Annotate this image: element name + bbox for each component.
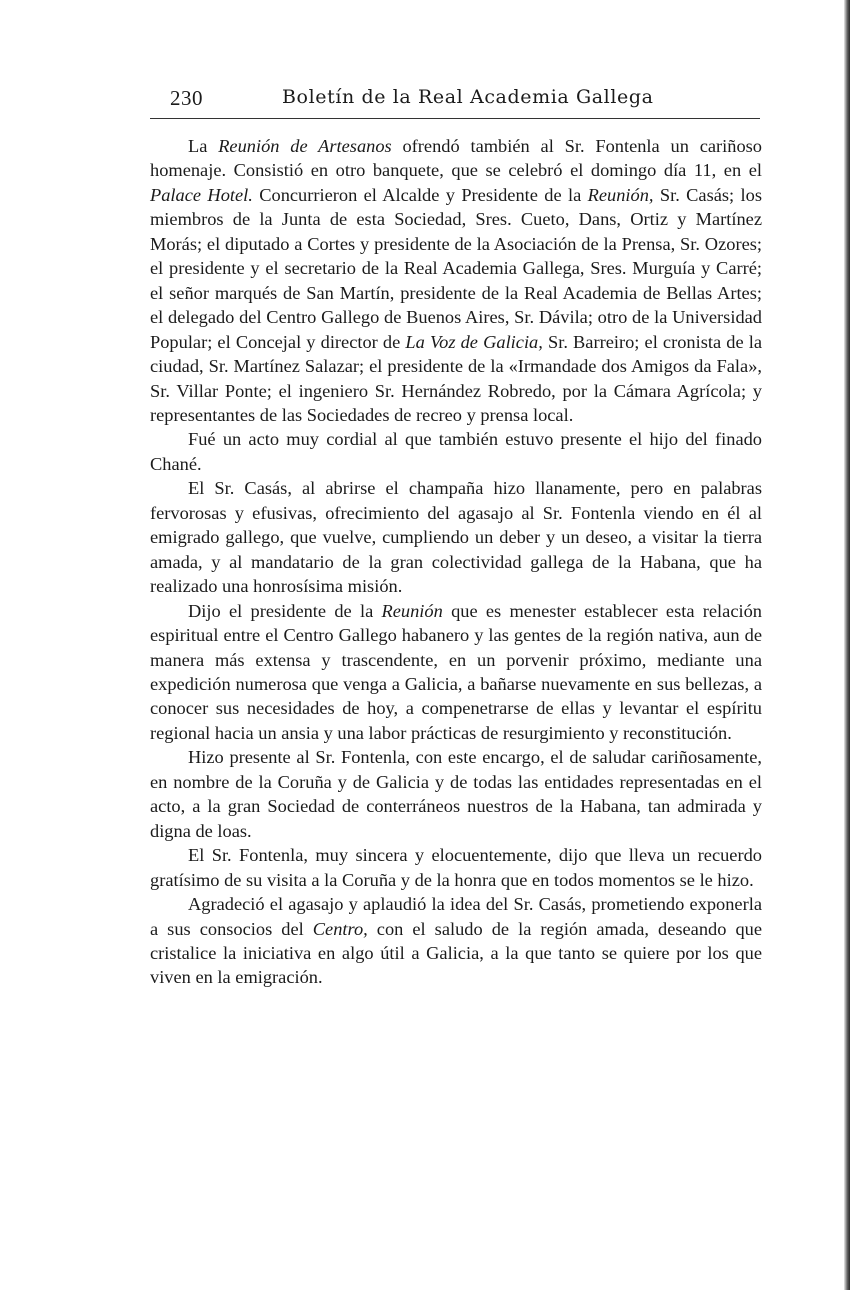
italic-text: Reunión, bbox=[587, 184, 654, 205]
italic-text: Reunión bbox=[381, 600, 443, 621]
text-run: El Sr. Fontenla, muy sincera y elocuentemente, dijo que lleva un recuerdo gratísimo de su visita a la Coruña y de la honra que en todos momentos se le hizo. bbox=[150, 845, 762, 890]
text-run: Sr. Casás; los miembros de la Junta de esta Sociedad, Sres. Cueto, Dans, Ortiz y Martínez Morás; el diputado a Cortes y presidente de la Asociación de la Prensa, Sr. Ozores; el presidente y el secretario de la Real Academia Gallega, Sres. Murguía y Carré; el señor marqués de San Martín, presidente de la Real Academia de Bellas Artes; el delegado del Centro Gallego de Buenos Aires, Sr. Dávila; otro de la Universidad Popular; el Concejal y director de bbox=[150, 184, 762, 352]
page-edge-shadow bbox=[844, 0, 850, 1290]
page-header bbox=[170, 86, 762, 116]
page-number: 230 bbox=[170, 86, 203, 110]
paragraph bbox=[150, 745, 762, 843]
paragraph bbox=[150, 427, 762, 476]
paragraph bbox=[150, 476, 762, 598]
article-body bbox=[150, 134, 762, 990]
paragraph bbox=[150, 843, 762, 892]
text-run: Fué un acto muy cordial al que también estuvo presente el hijo del finado Chané. bbox=[150, 429, 762, 474]
text-run: El Sr. Casás, al abrirse el champaña hizo llanamente, pero en palabras fervorosas y efusivas, ofrecimiento del agasajo al Sr. Fontenla viendo en él al emigrado gallego, que vuelve, cumpliendo un deber y un deseo, a visitar la tierra amada, y al mandatario de la gran colectividad gallega de la Habana, que ha realizado una honrosísima misión. bbox=[150, 478, 762, 597]
paragraph bbox=[150, 134, 762, 427]
text-run: con el saludo de la región amada, deseando que cristalice la iniciativa en algo útil a Galicia, a la que tanto se quiere por los que viven en la emigración. bbox=[150, 918, 762, 988]
italic-text: Reunión de Artesanos bbox=[218, 136, 392, 156]
paragraph bbox=[150, 599, 762, 746]
text-run: ofrendó también al Sr. Fontenla un cariñoso homenaje. Consistió en otro banquete, que se celebró el domingo día 11, en el bbox=[150, 136, 762, 181]
italic-text: Centro, bbox=[312, 918, 368, 939]
text-run: Concurrieron el Alcalde y Presidente de la bbox=[252, 184, 588, 205]
text-run: Hizo presente al Sr. Fontenla, con este encargo, el de saludar cariñosamente, en nombre de la Coruña y de Galicia y de todas las entidades representadas en el acto, a la gran Sociedad de conterráneos nuestros de la Habana, tan admirada y digna de loas. bbox=[150, 747, 762, 841]
text-run: Dijo el presidente de la bbox=[188, 600, 382, 621]
paragraph bbox=[150, 892, 762, 990]
header-rule bbox=[150, 118, 760, 119]
text-run: Sr. Barreiro; el cronista de la ciudad, Sr. Martínez Salazar; el presidente de la «Irmandade dos Amigos da Fala», Sr. Villar Ponte; el ingeniero Sr. Hernández Robredo, por la Cámara Agrícola; y representantes de las Sociedades de recreo y prensa local. bbox=[150, 331, 762, 425]
text-run: La bbox=[188, 136, 219, 156]
italic-text: La Voz de Galicia, bbox=[405, 331, 543, 352]
text-run: Agradeció el agasajo y aplaudió la idea del Sr. Casás, prometiendo exponerla a sus consocios del bbox=[150, 894, 762, 939]
italic-text: Palace Hotel. bbox=[150, 184, 253, 205]
running-title: Boletín de la Real Academia Gallega bbox=[282, 86, 654, 108]
text-run: que es menester establecer esta relación espiritual entre el Centro Gallego habanero y las gentes de la región nativa, aun de manera más extensa y trascendente, en un porvenir próximo, mediante una expedición numerosa que venga a Galicia, a bañarse nuevamente en sus bellezas, a conocer sus necesidades de hoy, a compenetrarse de ellas y levantar el espíritu regional hacia un ansia y una labor prácticas de resurgimiento y reconstitución. bbox=[150, 600, 762, 743]
